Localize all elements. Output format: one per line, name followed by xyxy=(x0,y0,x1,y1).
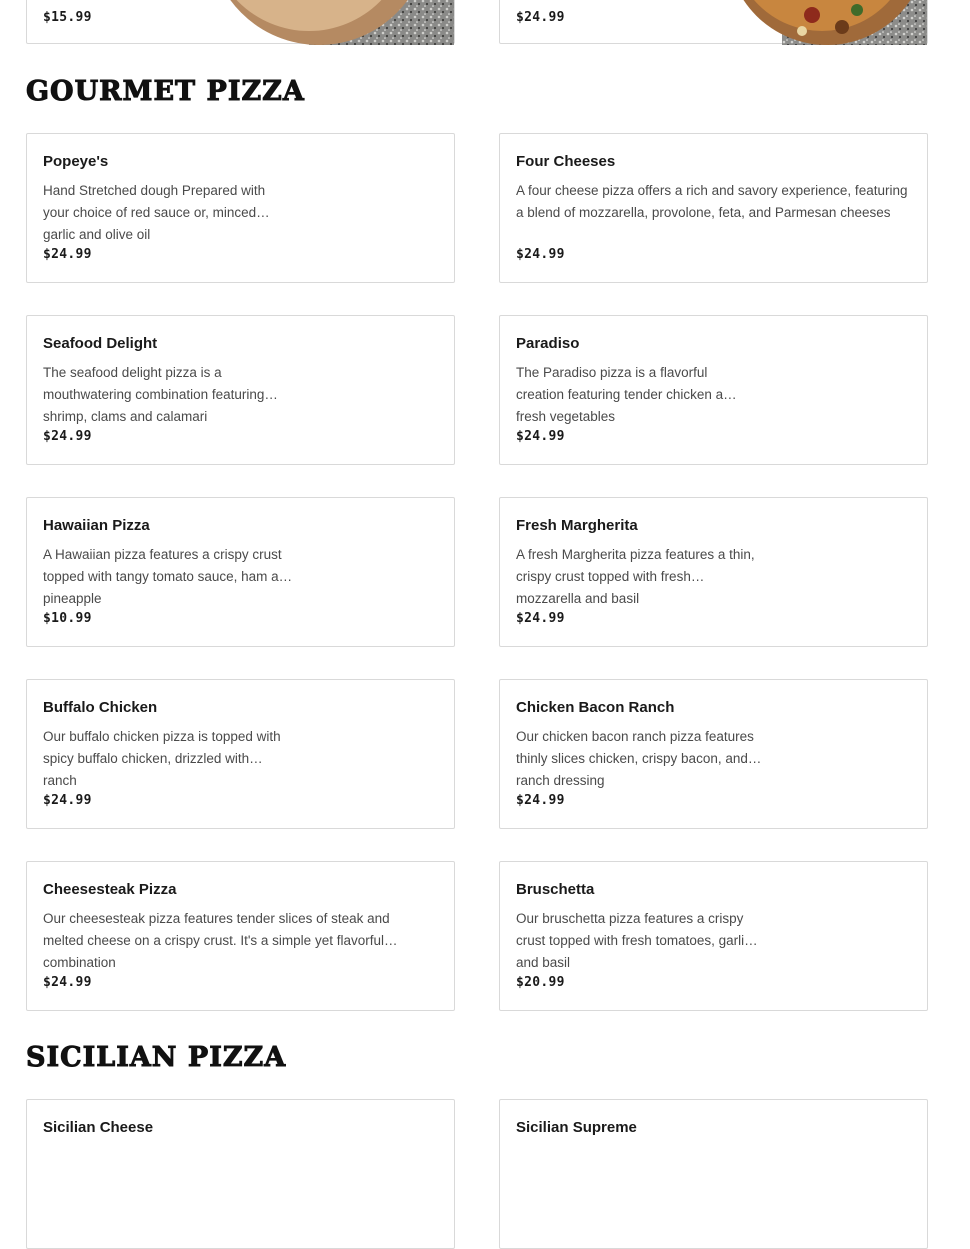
menu-item-card[interactable] xyxy=(499,861,928,1011)
item-name: Chicken Bacon Ranch xyxy=(516,699,675,716)
menu-item-card[interactable] xyxy=(499,679,928,829)
item-description: Our cheesesteak pizza features tender slices of steak and melted cheese on a crispy crust. It's a simple yet flavorful combination xyxy=(43,911,390,970)
item-price: $24.99 xyxy=(516,611,565,626)
item-description: Our chicken bacon ranch pizza features thinly slices chicken, crispy bacon, and ranch dressing xyxy=(516,729,754,788)
item-price: $15.99 xyxy=(43,10,92,25)
item-name: Sicilian Supreme xyxy=(516,1119,637,1136)
item-price: $24.99 xyxy=(516,429,565,444)
item-name: Four Cheeses xyxy=(516,153,616,170)
item-price: $20.99 xyxy=(516,975,565,990)
item-description: A fresh Margherita pizza features a thin, crispy crust topped with fresh mozzarella and basil xyxy=(516,547,755,606)
item-name: Paradiso xyxy=(516,335,580,352)
item-name: Cheesesteak Pizza xyxy=(43,881,177,898)
item-price: $24.99 xyxy=(516,10,565,25)
section-title-sicilian-pizza: SICILIAN PIZZA xyxy=(26,1042,287,1073)
item-description: The seafood delight pizza is a mouthwatering combination featuring shrimp, clams and calamari xyxy=(43,365,265,424)
item-price: $24.99 xyxy=(43,429,92,444)
menu-item-card[interactable] xyxy=(499,0,928,44)
menu-item-card[interactable] xyxy=(499,497,928,647)
menu-item-card[interactable] xyxy=(499,133,928,283)
item-price: $24.99 xyxy=(516,247,565,262)
menu-item-card[interactable] xyxy=(26,0,455,44)
menu-item-card[interactable] xyxy=(26,861,455,1011)
item-name: Fresh Margherita xyxy=(516,517,638,534)
pizza-photo-icon xyxy=(309,0,454,45)
item-name: Seafood Delight xyxy=(43,335,158,352)
menu-item-card[interactable] xyxy=(26,1099,455,1249)
item-price: $24.99 xyxy=(43,975,92,990)
item-name: Buffalo Chicken xyxy=(43,699,158,716)
item-description: The Paradiso pizza is a flavorful creation featuring tender chicken and fresh vegetables xyxy=(516,365,739,424)
item-description: Hand Stretched dough Prepared with your choice of red sauce or, minced garlic and olive oil xyxy=(43,183,266,242)
item-description: A four cheese pizza offers a rich and savory experience, featuring a blend of mozzarella, provolone, feta, and Parmesan cheeses xyxy=(516,183,908,220)
item-price: $10.99 xyxy=(43,611,92,626)
item-price: $24.99 xyxy=(43,247,92,262)
menu-item-card[interactable] xyxy=(26,497,455,647)
menu-item-card[interactable] xyxy=(26,133,455,283)
pizza-photo-icon xyxy=(782,0,927,45)
menu-item-card[interactable] xyxy=(499,315,928,465)
item-price: $24.99 xyxy=(43,793,92,808)
item-name: Bruschetta xyxy=(516,881,595,898)
menu-item-card[interactable] xyxy=(26,315,455,465)
menu-item-card[interactable] xyxy=(499,1099,928,1249)
item-price: $24.99 xyxy=(516,793,565,808)
item-description: Our bruschetta pizza features a crispy crust topped with fresh tomatoes, garlic and basil xyxy=(516,911,751,970)
item-name: Popeye's xyxy=(43,153,109,170)
section-title-gourmet-pizza: GOURMET PIZZA xyxy=(26,76,305,107)
item-description: A Hawaiian pizza features a crispy crust topped with tangy tomato sauce, ham and pineapple xyxy=(43,547,294,606)
item-name: Hawaiian Pizza xyxy=(43,517,150,534)
item-name: Sicilian Cheese xyxy=(43,1119,154,1136)
item-description: Our buffalo chicken pizza is topped with spicy buffalo chicken, drizzled with ranch xyxy=(43,729,281,788)
menu-item-card[interactable] xyxy=(26,679,455,829)
